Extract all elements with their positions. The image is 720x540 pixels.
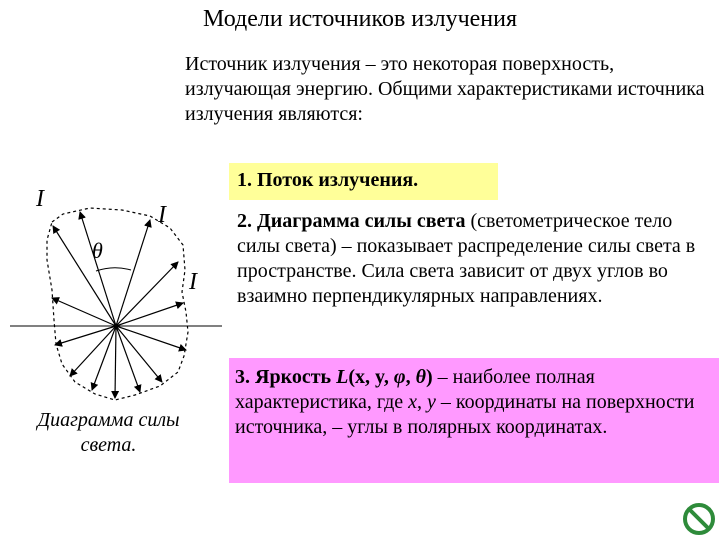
intro-text: Источник излучения – это некоторая поверхность, излучающая энергию. Общими характеристиками источника излучения являются:	[185, 53, 705, 125]
diagram-label-I-top: I	[158, 202, 166, 228]
item-2-intensity-diagram	[237, 209, 712, 309]
diagram-outline	[47, 208, 188, 400]
item-3-comma: ,	[417, 391, 428, 413]
item-1-luminous-flux: 1. Поток излучения.	[229, 163, 498, 200]
slide-title: Модели источников излучения	[202, 6, 518, 32]
item-2-heading: 2. Диаграмма силы света	[237, 210, 466, 232]
diagram-label-I-right: I	[189, 269, 197, 295]
diagram-label-theta: θ	[92, 238, 103, 263]
item-2-text: (светометрическое тело силы света) – показывает распределение силы света в пространстве. Сила света зависит от двух углов во взаимно перпендикулярных направлениях.	[237, 210, 696, 307]
item-3-args: (x, y,	[348, 366, 394, 388]
item-3-x: x	[408, 391, 418, 413]
item-3-text-a: – наиболее полная характеристика, где	[235, 366, 595, 413]
item-3-y: y	[427, 391, 436, 413]
theta-arc	[96, 268, 131, 271]
diagram-label-I-left: I	[36, 186, 44, 212]
item-3-sep: ,	[405, 366, 416, 388]
item-3-close: )	[425, 366, 433, 388]
item-3-phi: φ	[393, 366, 406, 388]
item-3-L: L	[336, 366, 349, 388]
item-3-prefix: 3. Яркость	[235, 366, 337, 388]
item-3-text-b: – координаты на поверхности источника, – углы в полярных координатах.	[235, 391, 695, 438]
no-entry-icon[interactable]	[682, 502, 716, 536]
intensity-vectors	[52, 212, 186, 398]
diagram-caption: Диаграмма силы света.	[37, 409, 180, 456]
diagram-origin	[114, 324, 119, 329]
item-3-theta: θ	[415, 366, 426, 388]
intensity-diagram	[0, 180, 225, 410]
item-3-luminance	[229, 358, 719, 483]
